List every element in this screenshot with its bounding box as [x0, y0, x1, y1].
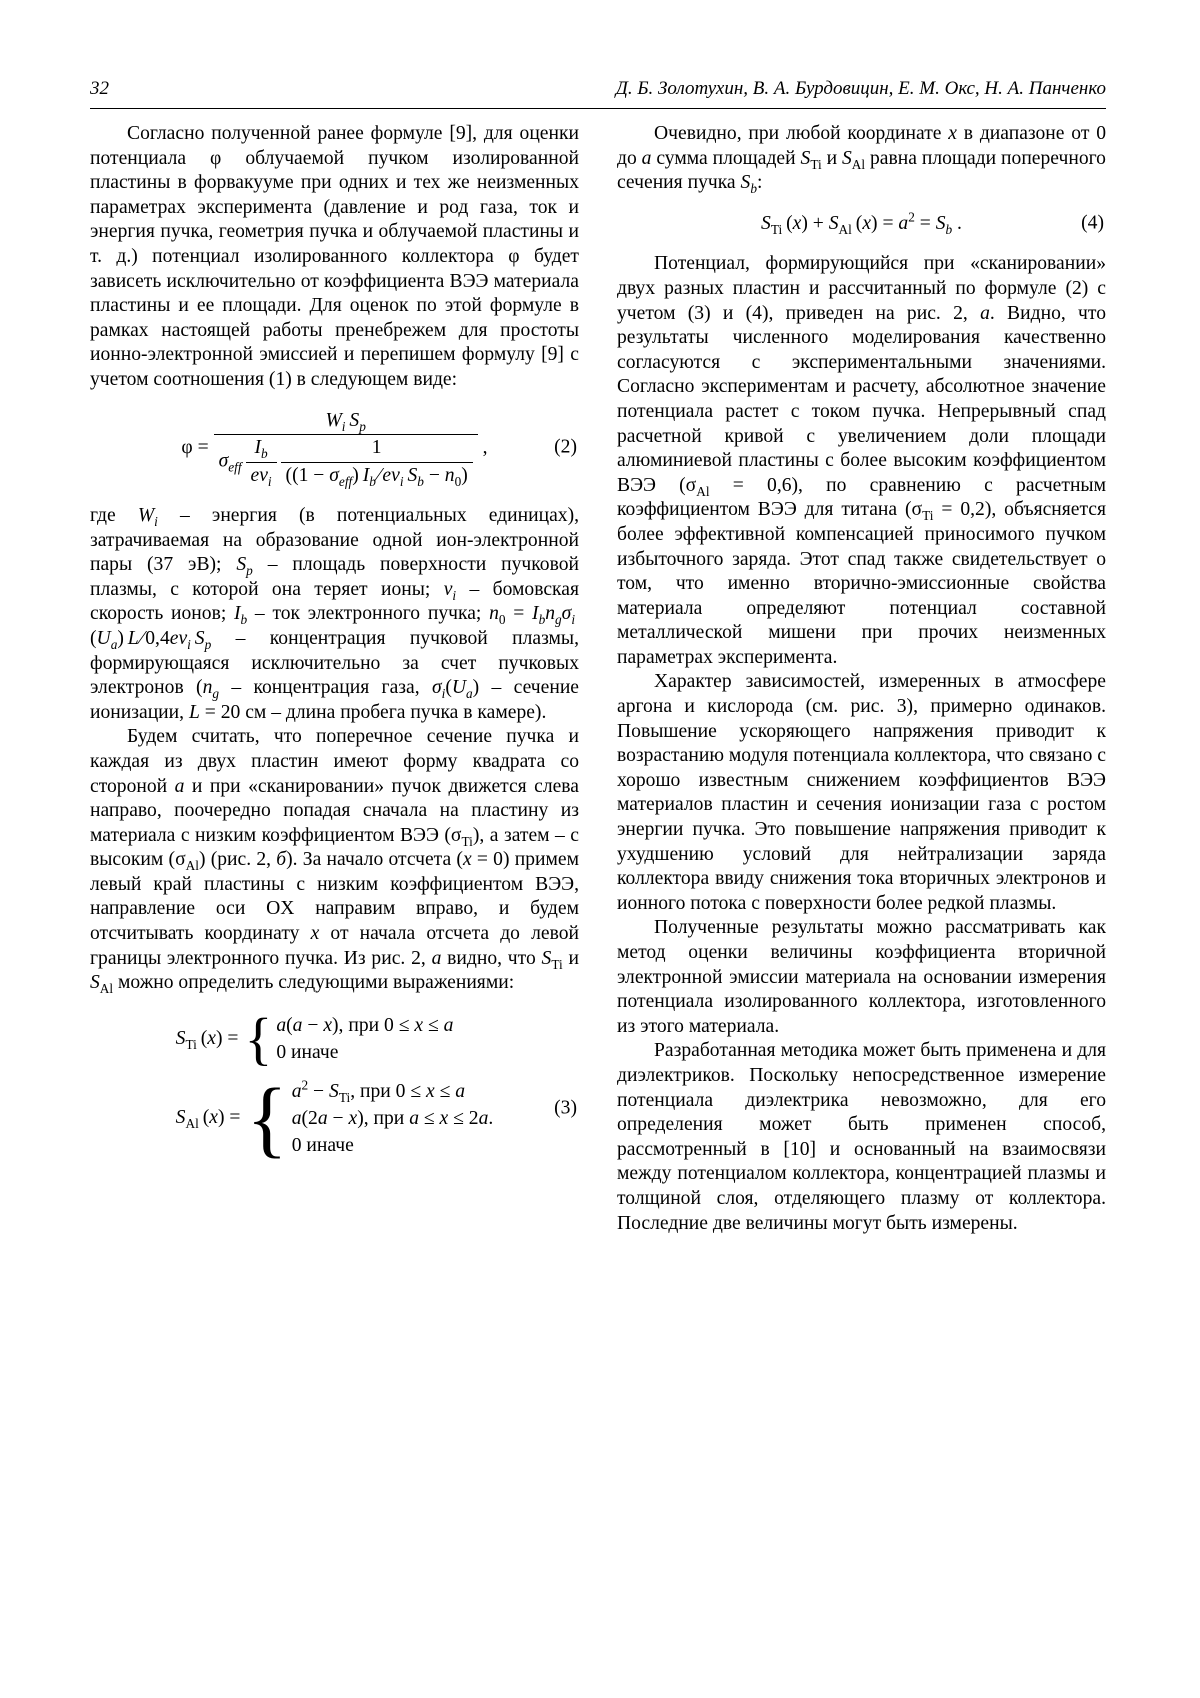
paragraph-geometry: Будем считать, что поперечное сечение пучка и каждая из двух пластин имеют форму квадрата со стороной a и при «сканировании» пучок движется слева направо, поочередно попадая сначала на пластину из материала с низким коэффициентом ВЭЭ $(\sigma_{Ti})$, а затем – с высоким $(\sigma_{Al})$ (рис. 2, б). За начало отсчета (x = 0) примем левый край пластины с низким коэффициентом ВЭЭ, направление оси OX направим вправо, и будем отсчитывать координату x от начала отсчета до левой границы электронного пучка. Из рис. 2, а видно, что $S_{Ti}$ и $S_{Al}$ можно определить следующими выражениями: — [90, 726, 580, 997]
equation-3 — [90, 1005, 579, 1167]
equation-2-number: (2) — [554, 436, 577, 458]
paragraph-area-sum: Очевидно, при любой координате x в диапазоне от 0 до a сумма площадей $S_{Ti}$ и $S_{Al}$ равна площади поперечного сечения пучка $S_b$: — [617, 123, 1106, 197]
equation-4 — [617, 209, 1106, 237]
equation-4-number: (4) — [1081, 212, 1104, 234]
paragraph-formula-intro: Согласно полученной ранее формуле [9], для оценки потенциала φ облучаемой пучком изолированной пластины в форвакууме при одних и тех же неизменных параметрах эксперимента (давление и род газа, ток и энергия пучка, геометрия пучка и облучаемой пластины и т. д.) потенциал изолированного коллектора φ будет зависеть исключительно от коэффициента ВЭЭ материала пластины и ее площади. Для оценок по этой формуле в рамках настоящей работы пренебрежем для простоты ионно-электронной эмиссией и перепишем формулу [9] с учетом соотношения (1) в следующем виде: — [90, 123, 579, 390]
paragraph-notation: где $W_i$ – энергия (в потенциальных единицах), затрачиваемая на образование одной ион-электронной пары (37 эВ); $S_p$ – площадь поверхности пучковой плазмы, с которой она теряет ионы; $v_i$ – бомовская скорость ионов; $I_b$ – ток электронного пучка; $n_0 = I_bn_g\sigma_i$ $(U_a)$ L ⁄ $0,4ev_i$ $S_p$ – концентрация пучковой плазмы, формирующаяся исключительно за счет пучковых электронов ($n_g$ – концентрация газа, $\sigma_i(U_a)$ – сечение ионизации, L = 20 см – длина пробега пучка в камере). — [90, 504, 580, 723]
paragraph-gas-dependence: Характер зависимостей, измеренных в атмосфере аргона и кислорода (см. рис. 3), примерно одинаков. Повышение ускоряющего напряжения приводит к возрастанию модуля потенциала коллектора, что связано с хорошо известным снижением коэффициентов ВЭЭ материалов пластин и сечения ионизации газа с ростом энергии пучка. Это повышение напряжения приводит к ухудшению условий для нейтрализации заряда коллектора ввиду снижения тока вторичных электронов и ионного потока с поверхности более редкой плазмы. — [617, 671, 1106, 914]
running-head-authors: Д. Б. Золотухин, В. А. Бурдовицин, Е. М. Окс, Н. А. Панченко — [615, 78, 1106, 99]
page-number: 32 — [90, 78, 109, 99]
equation-2-body: φ = $W_i$ $S_p$ $\sigma_{eff}$ $\frac{I_b}{ev_i}$ $\frac{1}{((1 - \sigma_{eff}) I_b ⁄ ev_i S_b - n_0)}$ , — [181, 409, 488, 489]
right-column — [617, 122, 1106, 1236]
equation-4-body: $S_{Ti}$ $(x) + S_{Al}$ $(x) = a^2 = S_b$ . — [761, 209, 962, 237]
equation-3-number: (3) — [554, 1097, 577, 1119]
paragraph-potential-discussion: Потенциал, формирующийся при «сканировании» двух разных пластин и рассчитанный по формуле (2) с учетом (3) и (4), приведен на рис. 2, а. Видно, что результаты численного моделирования качественно согласуются с экспериментальными значениями. Согласно экспериментам и расчету, абсолютное значение потенциала растет с током пучка. Непрерывный спад расчетной кривой с увеличением доли площади алюминиевой пластины с более высоким коэффициентом ВЭЭ $(\sigma_{Al} = 0,6)$, по сравнению с расчетным коэффициентом ВЭЭ для титана $(\sigma_{Ti} = 0,2)$, объясняется более эффективной компенсацией приносимого пучком избыточного заряда. Этот спад также свидетельствует о том, что именно вторично-эмиссионные свойства материала определяют потенциал составной металлической мишени при прочих неизменных параметрах эксперимента. — [617, 253, 1106, 668]
equation-2 — [90, 409, 579, 488]
paragraph-dielectrics: Разработанная методика может быть применена и для диэлектриков. Поскольку непосредственное измерение потенциала диэлектрика невозможно, для его определения может быть применен способ, рассмотренный в [10] и основанный на взаимосвязи между потенциалом коллектора, концентрацией плазмы и толщиной слоя, отделяющего плазму от коллектора. Последние две величины могут быть измерены. — [617, 1040, 1106, 1234]
two-column-body — [90, 122, 1106, 1236]
equation-3-body: $S_{Ti}$ (x) = { a(a − x), при 0 ≤ x ≤ a 0 иначе $S_{Al}$ (x) = { $a^2 - S_{Ti}$, при 0 ≤ x ≤ a a(2a − x), при a ≤ x ≤ 2a. 0 иначе — [175, 1005, 494, 1167]
paragraph-method-result: Полученные результаты можно рассматривать как метод оценки величины коэффициента вторичной электронной эмиссии материала на основании измерения потенциала изолированного коллектора, изготовленного из этого материала. — [617, 917, 1106, 1037]
header-rule — [90, 108, 1106, 109]
left-column — [90, 122, 579, 1236]
page-header — [90, 78, 1106, 100]
